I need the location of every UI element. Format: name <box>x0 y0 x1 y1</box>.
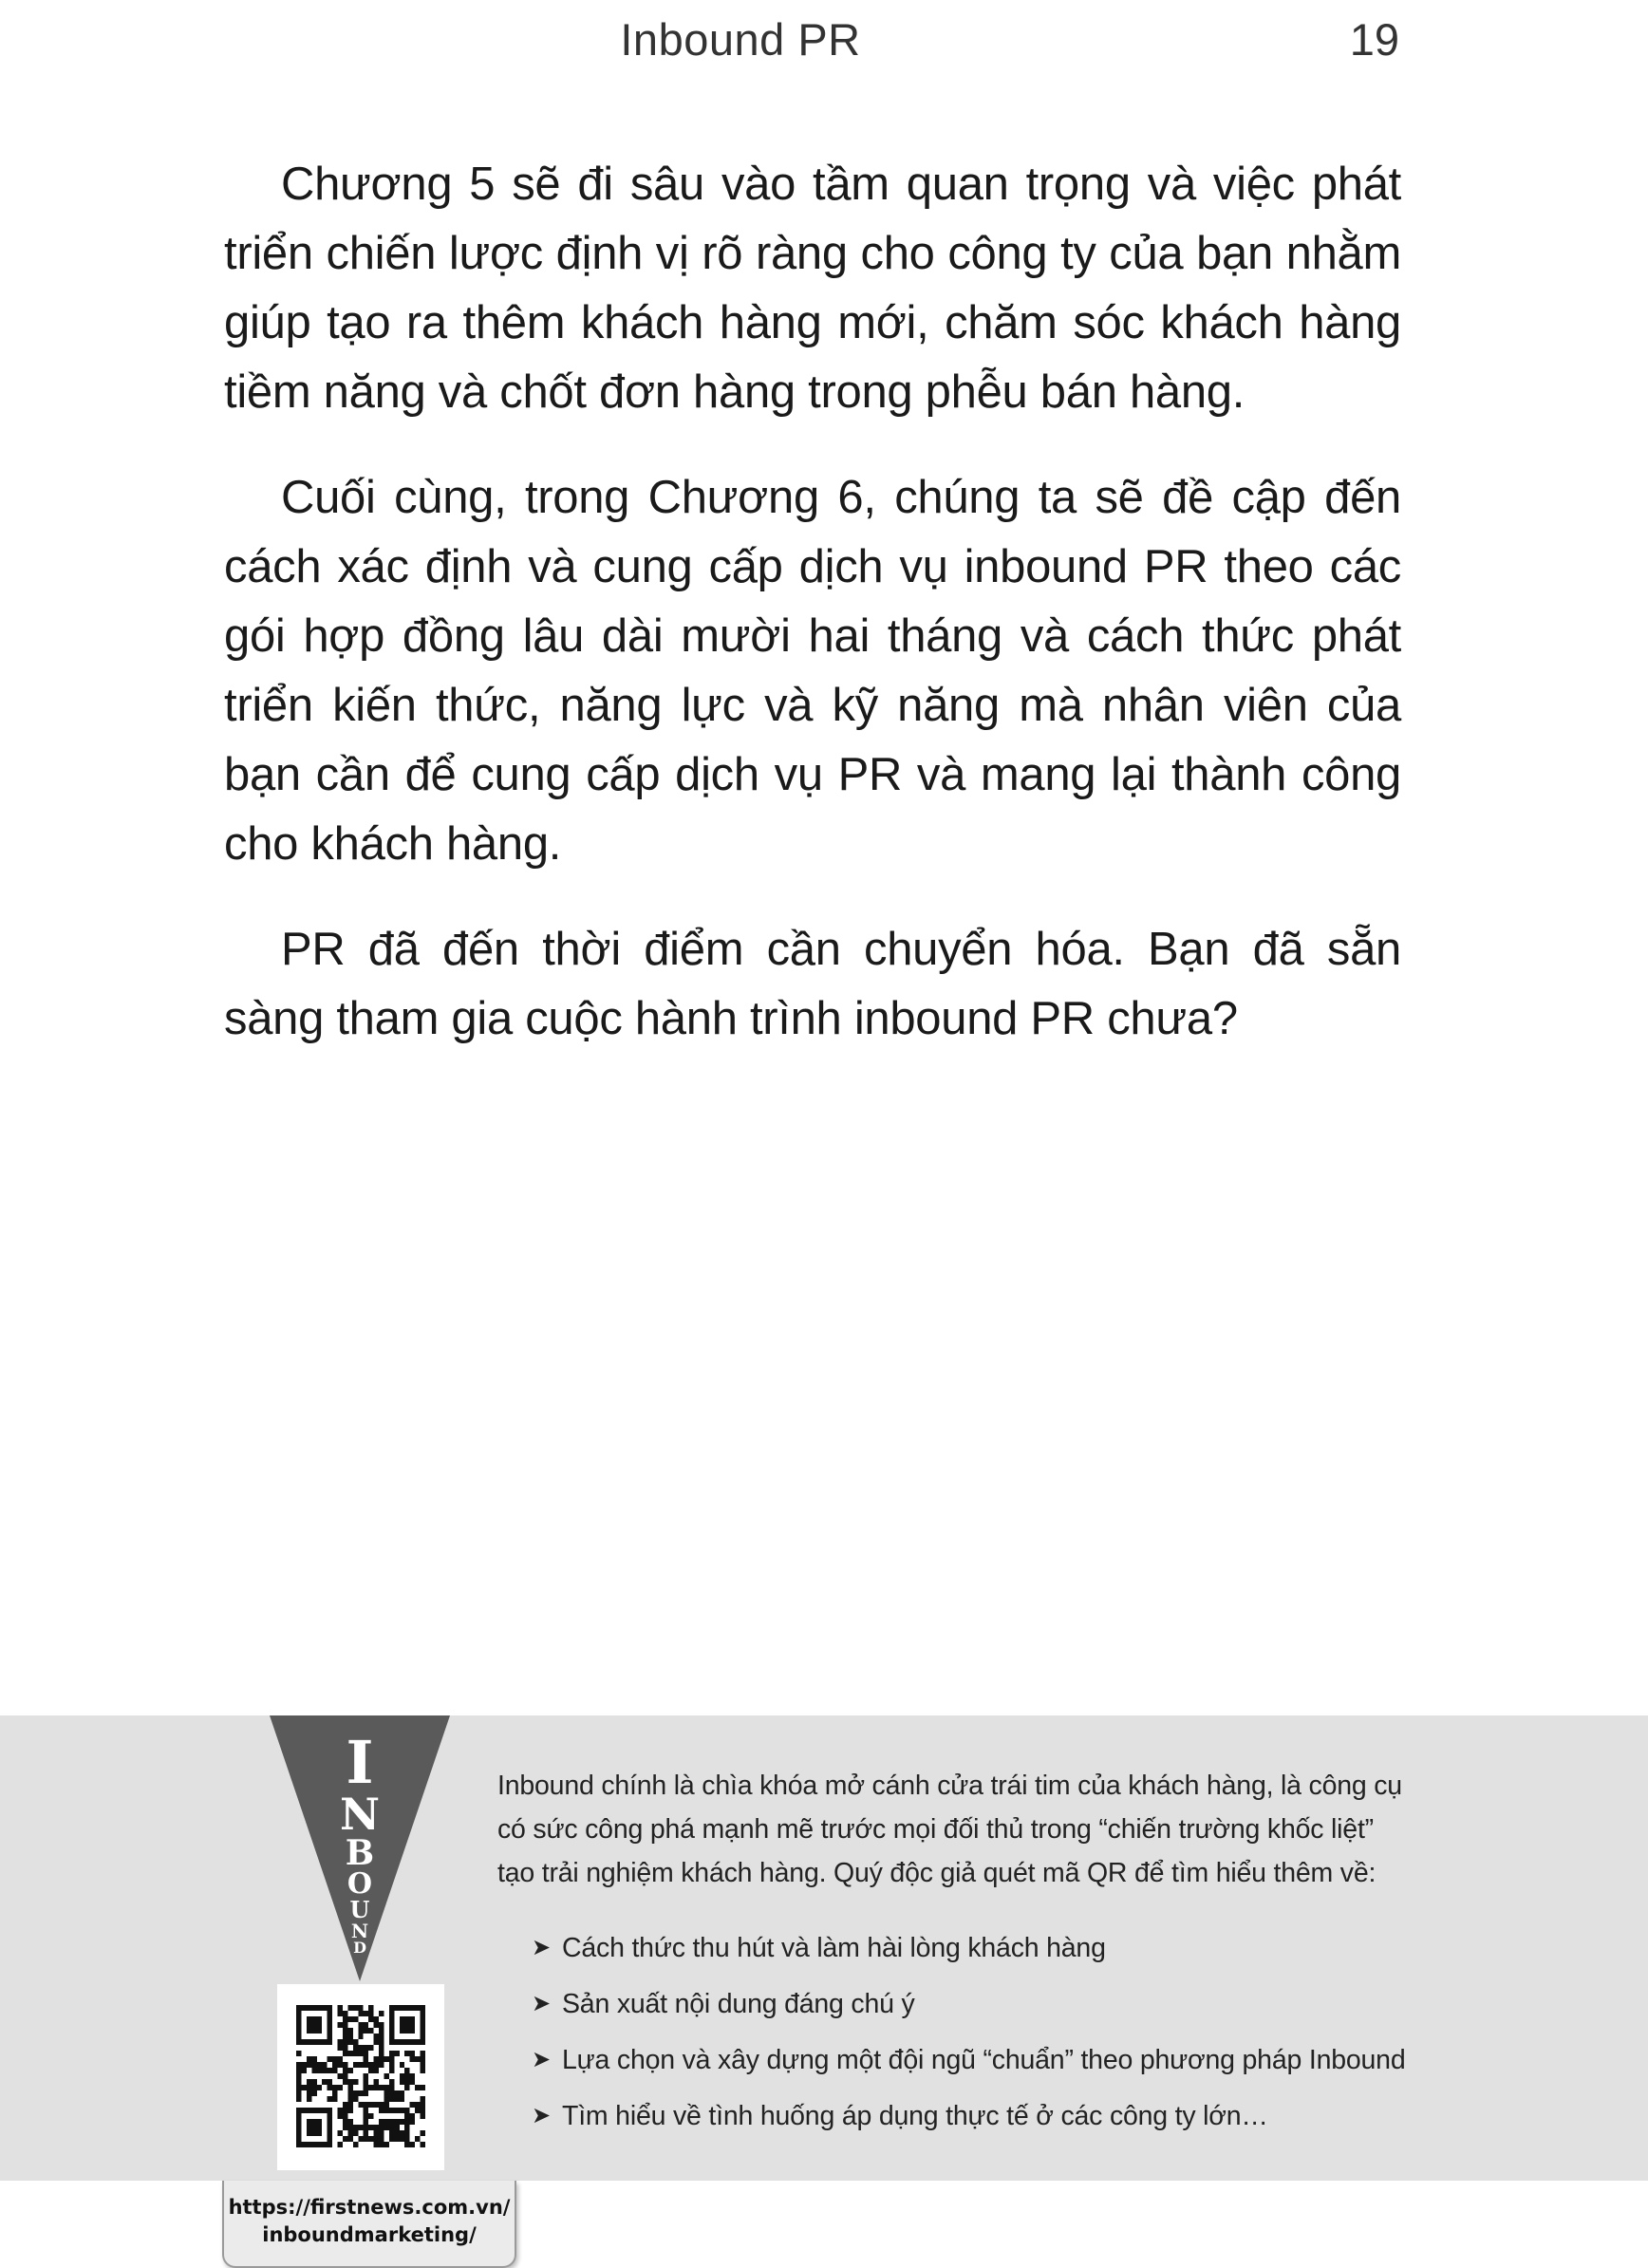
url-box[interactable] <box>222 2181 516 2268</box>
page-number: 19 <box>1349 14 1399 65</box>
logo-letter: U <box>349 1896 370 1923</box>
inbound-logo <box>317 1728 403 1957</box>
logo-letter: B <box>345 1833 375 1873</box>
running-title: Inbound PR <box>620 14 861 65</box>
arrow-bullet-icon: ➤ <box>532 1934 551 1960</box>
logo-letter: N <box>350 1920 369 1942</box>
url-text: inboundmarketing/ <box>262 2223 477 2246</box>
body-text <box>224 150 1401 1090</box>
logo-letter: O <box>346 1867 373 1901</box>
qr-code[interactable] <box>277 1984 444 2170</box>
bullet-text: Cách thức thu hút và làm hài lòng khách hàng <box>562 1932 1106 1963</box>
list-item <box>532 2088 1443 2144</box>
logo-letter: D <box>353 1939 366 1957</box>
qr-code-icon <box>296 2005 425 2147</box>
logo-letter: I <box>346 1728 374 1797</box>
paragraph: Chương 5 sẽ đi sâu vào tầm quan trọng và việc phát triển chiến lược định vị rõ ràng cho công ty của bạn nhằm giúp tạo ra thêm khách hàng mới, chăm sóc khách hàng tiềm năng và chốt đơn hàng trong phễu bán hàng. <box>224 159 1401 418</box>
paragraph: PR đã đến thời điểm cần chuyển hóa. Bạn đã sẵn sàng tham gia cuộc hành trình inbound PR chưa? <box>224 924 1401 1044</box>
paragraph: Cuối cùng, trong Chương 6, chúng ta sẽ đề cập đến cách xác định và cung cấp dịch vụ inbound PR theo các gói hợp đồng lâu dài mười hai tháng và cách thức phát triển kiến thức, năng lực và kỹ năng mà nhân viên của bạn cần để cung cấp dịch vụ PR và mang lại thành công cho khách hàng. <box>224 472 1401 870</box>
arrow-bullet-icon: ➤ <box>532 2046 551 2072</box>
logo-letter: N <box>339 1789 381 1840</box>
list-item <box>532 2032 1443 2088</box>
bullet-text: Sản xuất nội dung đáng chú ý <box>562 1988 915 2019</box>
bullet-text: Lựa chọn và xây dựng một đội ngũ “chuẩn” theo phương pháp Inbound <box>562 2044 1406 2075</box>
promo-bullet-list <box>532 1920 1443 2144</box>
arrow-bullet-icon: ➤ <box>532 2102 551 2128</box>
arrow-bullet-icon: ➤ <box>532 1990 551 2016</box>
list-item <box>532 1976 1443 2032</box>
bullet-text: Tìm hiểu về tình huống áp dụng thực tế ở các công ty lớn… <box>562 2100 1268 2131</box>
url-text: https://firstnews.com.vn/ <box>228 2196 511 2219</box>
promo-intro: Inbound chính là chìa khóa mở cánh cửa trái tim của khách hàng, là công cụ có sức công phá mạnh mẽ trước mọi đối thủ trong “chiến trường khốc liệt” tạo trải nghiệm khách hàng. Quý độc giả quét mã QR để tìm hiểu thêm về: <box>497 1771 1402 1888</box>
list-item <box>532 1920 1443 1976</box>
